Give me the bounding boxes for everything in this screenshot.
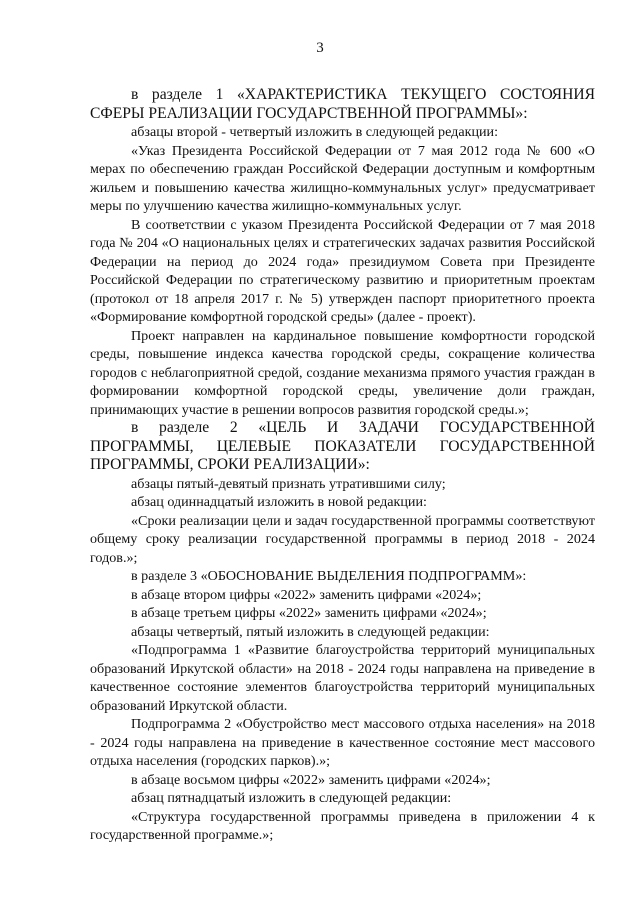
paragraph: в абзаце восьмом цифры «2022» заменить цифрами «2024»; bbox=[131, 771, 491, 788]
paragraph: «Указ Президента Российской Федерации от 7 мая 2012 года № 600 «О мерах по обеспечению граждан Российской Федерации доступным и комфортным жильем и повышению качества жилищно-коммунальных услуг» предусматривает меры по улучшению качества жилищно-коммунальных услуг. bbox=[90, 142, 595, 214]
paragraph: «Структура государственной программы приведена в приложении 4 к государственной программе.»; bbox=[90, 808, 595, 843]
paragraph: абзацы четвертый, пятый изложить в следующей редакции: bbox=[131, 623, 490, 640]
paragraph-section-1-heading: в разделе 1 «ХАРАКТЕРИСТИКА ТЕКУЩЕГО СОСТОЯНИЯ СФЕРЫ РЕАЛИЗАЦИИ ГОСУДАРСТВЕННОЙ ПРОГРАММЫ»: bbox=[90, 86, 595, 122]
paragraph: в абзаце третьем цифры «2022» заменить цифрами «2024»; bbox=[131, 605, 487, 621]
paragraph: абзац одиннадцатый изложить в новой редакции: bbox=[131, 494, 427, 510]
paragraph-section-2-heading: в разделе 2 «ЦЕЛЬ И ЗАДАЧИ ГОСУДАРСТВЕННОЙ ПРОГРАММЫ, ЦЕЛЕВЫЕ ПОКАЗАТЕЛИ ГОСУДАРСТВЕННОЙ ПРОГРАММЫ, СРОКИ РЕАЛИЗАЦИИ»: bbox=[90, 419, 595, 473]
paragraph: абзацы второй - четвертый изложить в следующей редакции: bbox=[131, 124, 498, 140]
paragraph: Подпрограмма 2 «Обустройство мест массового отдыха населения» на 2018 - 2024 годы направлена на приведение в качественное состояние мест массового отдыха населения (городских парков).»; bbox=[90, 716, 595, 769]
paragraph: в абзаце втором цифры «2022» заменить цифрами «2024»; bbox=[131, 586, 482, 603]
paragraph: абзацы пятый-девятый признать утратившими силу; bbox=[131, 475, 446, 492]
paragraph: абзац пятнадцатый изложить в следующей редакции: bbox=[131, 790, 452, 806]
paragraph: «Сроки реализации цели и задач государственной программы соответствуют общему сроку реализации государственной программы в период 2018 - 2024 годов.»; bbox=[90, 512, 595, 566]
paragraph-section-3-heading: в разделе 3 «ОБОСНОВАНИЕ ВЫДЕЛЕНИЯ ПОДПРОГРАММ»: bbox=[131, 568, 527, 584]
paragraph: Проект направлен на кардинальное повышение комфортности городской среды, повышение индекса качества городской среды, сокращение количества городов с неблагоприятной средой, создание механизма прямого участия граждан в формировании комфортной городской среды, увеличение доли граждан, принимающих участие в решении вопросов развития городской среды.»; bbox=[90, 327, 595, 418]
page-number: 3 bbox=[316, 40, 324, 56]
document-body bbox=[90, 86, 595, 845]
paragraph: «Подпрограмма 1 «Развитие благоустройства территорий муниципальных образований Иркутской области» на 2018 - 2024 годы направлена на приведение в качественное состояние элементов благоустройства территорий муниципальных образований Иркутской области. bbox=[90, 642, 595, 714]
paragraph: В соответствии с указом Президента Российской Федерации от 7 мая 2018 года № 204 «О национальных целях и стратегических задачах развития Российской Федерации на период до 2024 года» президиумом Совета при Президенте Российской Федерации по стратегическому развитию и приоритетным проектам (протокол от 18 апреля 2017 г. № 5) утвержден паспорт приоритетного проекта «Формирование комфортной городской среды» (далее - проект). bbox=[90, 216, 595, 325]
